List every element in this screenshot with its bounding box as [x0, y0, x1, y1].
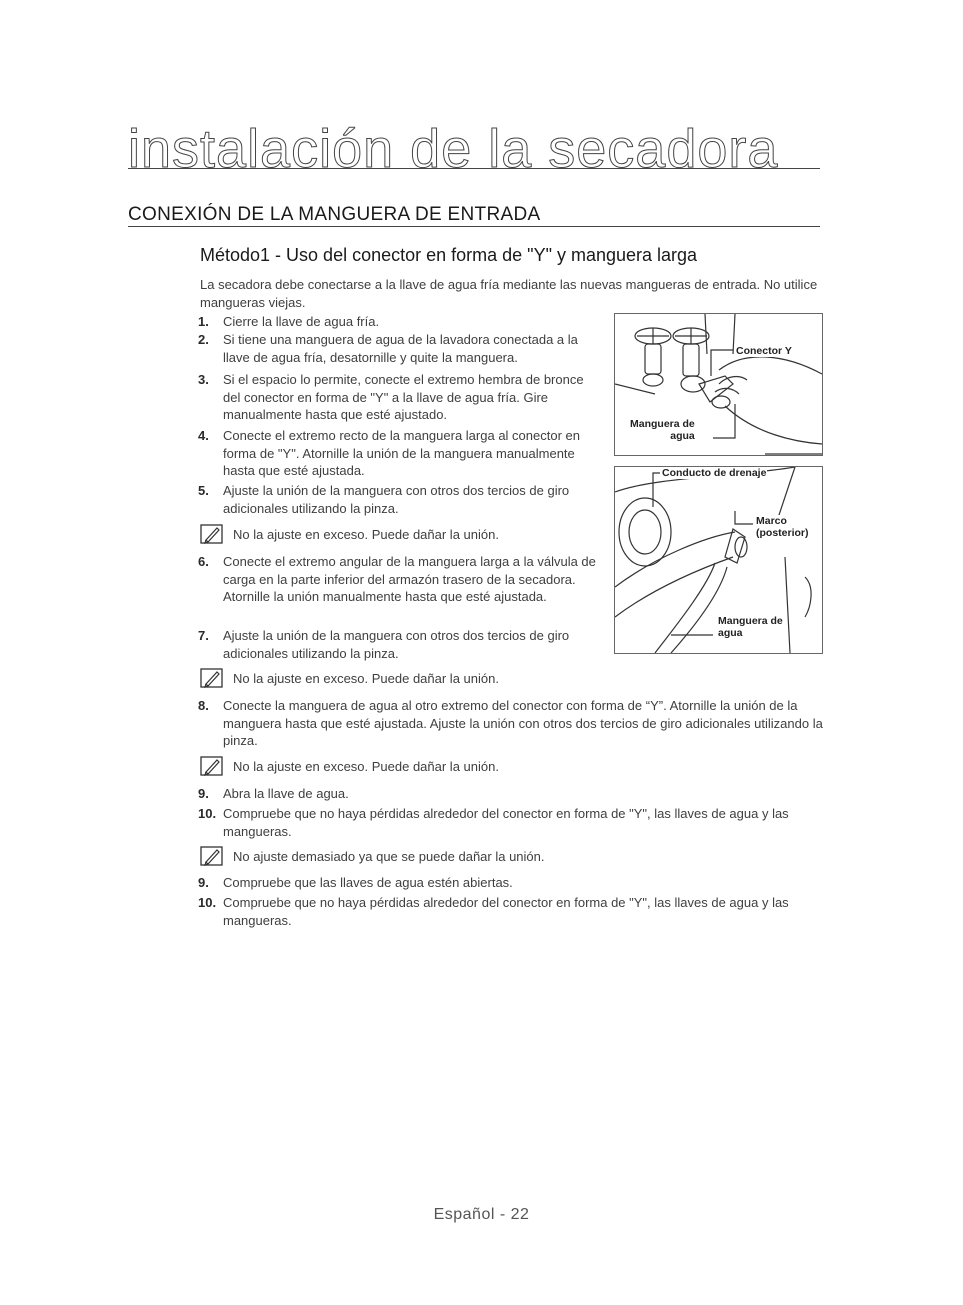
figure-dryer-valve — [614, 466, 823, 654]
step-9: 9. Abra la llave de agua. — [198, 786, 349, 801]
step-6: 6. Conecte el extremo angular de la manguera larga a la válvula de carga en la parte inferior del armazón trasero de la secadora. Atornille la unión manualmente hasta que esté ajustada. — [198, 554, 596, 604]
chapter-title-text: instalación de la secadora — [128, 119, 779, 179]
step-10b: 10. Compruebe que no haya pérdidas alrededor del conector en forma de "Y", las llaves de agua y las mangueras. — [198, 895, 789, 928]
step-7: 7. Ajuste la unión de la manguera con otros dos tercios de giro adicionales utilizando la pinza. — [198, 628, 570, 661]
step-10: 10. Compruebe que no haya pérdidas alrededor del conector en forma de "Y", las llaves de agua y las mangueras. — [198, 806, 789, 839]
label-marco-posterior: Marco (posterior) — [756, 515, 809, 539]
step-3: 3. Si el espacio lo permite, conecte el extremo hembra de bronce del conector en forma de "Y" a la llave de agua fría. Gire manualmente hasta que esté ajustado. — [198, 372, 584, 422]
step-8: 8. Conecte la manguera de agua al otro extremo del conector con forma de “Y”. Atornille la unión de la manguera hasta que esté ajustada. Ajuste la unión con otros dos tercios de giro adicionales utilizando la pinza. — [198, 698, 823, 748]
figure-y-connector — [614, 313, 823, 456]
section-title: CONEXIÓN DE LA MANGUERA DE ENTRADA — [128, 204, 820, 227]
chapter-title — [128, 118, 820, 179]
intro-paragraph: La secadora debe conectarse a la llave de agua fría mediante las nuevas mangueras de entrada. No utilice mangueras viejas. — [200, 277, 818, 310]
page-footer: Español - 22 — [433, 1206, 530, 1223]
note-pencil-icon — [200, 524, 224, 544]
method-title: Método1 - Uso del conector en forma de "Y" y manguera larga — [200, 245, 698, 265]
step-5: 5. Ajuste la unión de la manguera con otros dos tercios de giro adicionales utilizando la pinza. — [198, 483, 570, 516]
step-1: 1. Cierre la llave de agua fría. — [198, 314, 380, 329]
label-manguera-agua-2: Manguera de agua — [718, 615, 783, 639]
step-4: 4. Conecte el extremo recto de la manguera larga al conector en forma de "Y". Atornille la unión de la manguera manualmente hasta que esté ajustada. — [198, 428, 580, 478]
note-pencil-icon — [200, 668, 224, 688]
note-pencil-icon — [200, 846, 224, 866]
note-pencil-icon — [200, 756, 224, 776]
label-conector-y: Conector Y — [736, 345, 792, 357]
label-manguera-agua: Manguera de agua — [630, 418, 695, 442]
label-conducto-drenaje: Conducto de drenaje — [662, 467, 767, 479]
step-9b: 9. Compruebe que las llaves de agua estén abiertas. — [198, 875, 513, 890]
step-2: 2. Si tiene una manguera de agua de la lavadora conectada a la llave de agua fría, desatornille y quite la manguera. — [198, 332, 578, 365]
